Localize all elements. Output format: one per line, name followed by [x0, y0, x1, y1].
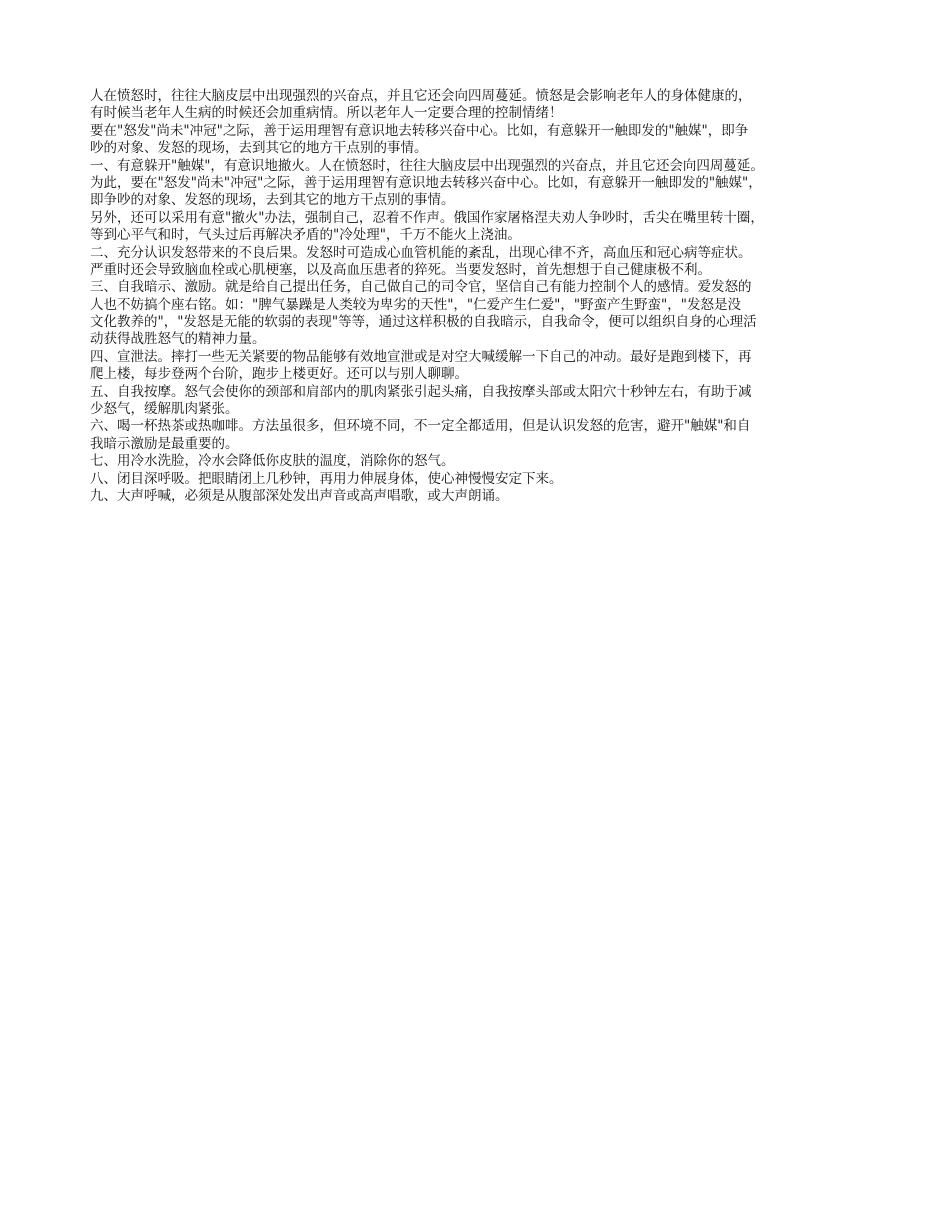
text-line: 吵的对象、发怒的现场，去到其它的地方干点别的事情。: [90, 140, 428, 157]
text-line: 为此，要在"怒发"尚未"冲冠"之际，善于运用理智有意识地去转移兴奋中心。比如，有意躲开一触即发的"触媒"，: [90, 174, 762, 191]
text-line: 另外，还可以采用有意"撤火"办法，强制自己，忍着不作声。俄国作家屠格涅夫劝人争吵时，舌尖在嘴里转十圈，: [90, 209, 764, 226]
text-line: 八、闭目深呼吸。把眼睛闭上几秒钟，再用力伸展身体，使心神慢慢安定下来。: [90, 470, 563, 487]
text-line: 人在愤怒时，往往大脑皮层中出现强烈的兴奋点，并且它还会向四周蔓延。愤怒是会影响老年人的身体健康的，: [90, 88, 752, 104]
text-line: 二、充分认识发怒带来的不良后果。发怒时可造成心血管机能的紊乱，出现心律不齐，高血压和冠心病等症状。: [90, 244, 752, 261]
text-line: 文化教养的"，"发怒是无能的软弱的表现"等等，通过这样积极的自我暗示，自我命令，便可以组织自身的心理活: [90, 314, 757, 331]
text-line: 七、用冷水洗脸，冷水会降低你皮肤的温度，消除你的怒气。: [90, 453, 455, 470]
text-line: 四、宣泄法。摔打一些无关紧要的物品能够有效地宣泄或是对空大喊缓解一下自己的冲动。最好是跑到楼下，再: [90, 348, 752, 365]
text-line: 九、大声呼喊，必须是从腹部深处发出声音或高声唱歌，或大声朗诵。: [90, 487, 509, 504]
text-line: 要在"怒发"尚未"冲冠"之际，善于运用理智有意识地去转移兴奋中心。比如，有意躲开一触即发的"触媒"，即争: [90, 122, 749, 139]
text-line: 六、喝一杯热茶或热咖啡。方法虽很多，但环境不同，不一定全都适用，但是认识发怒的危害，避开"触媒"和自: [90, 418, 751, 435]
text-line: 一、有意躲开"触媒"，有意识地撤火。人在愤怒时，往往大脑皮层中出现强烈的兴奋点，并且它还会向四周蔓延。: [90, 157, 764, 174]
text-line: 动获得战胜怒气的精神力量。: [90, 331, 266, 348]
text-line: 即争吵的对象、发怒的现场，去到其它的地方干点别的事情。: [90, 192, 455, 209]
text-line: 严重时还会导致脑血栓或心肌梗塞，以及高血压患者的猝死。当要发怒时，首先想想于自己健康极不利。: [90, 261, 711, 278]
text-line: 少怒气，缓解肌肉紧张。: [90, 401, 239, 418]
text-line: 爬上楼，每步登两个台阶，跑步上楼更好。还可以与别人聊聊。: [90, 366, 468, 383]
text-line: 等到心平气和时，气头过后再解决矛盾的"冷处理"，千万不能火上浇油。: [90, 227, 521, 244]
text-line: 人也不妨搞个座右铭。如："脾气暴躁是人类较为卑劣的天性"，"仁爱产生仁爱"，"野蛮产生野蛮"，"发怒是没: [90, 296, 741, 313]
text-line: 三、自我暗示、激励。就是给自己提出任务，自己做自己的司令官，坚信自己有能力控制个人的感情。爱发怒的: [90, 279, 752, 296]
text-line: 我暗示激励是最重要的。: [90, 435, 239, 452]
text-line: 有时候当老年人生病的时候还会加重病情。所以老年人一定要合理的控制情绪！: [90, 105, 563, 122]
document-body: [90, 88, 870, 505]
text-line: 五、自我按摩。怒气会使你的颈部和肩部内的肌肉紧张引起头痛，自我按摩头部或太阳穴十秒钟左右，有助于减: [90, 383, 752, 400]
